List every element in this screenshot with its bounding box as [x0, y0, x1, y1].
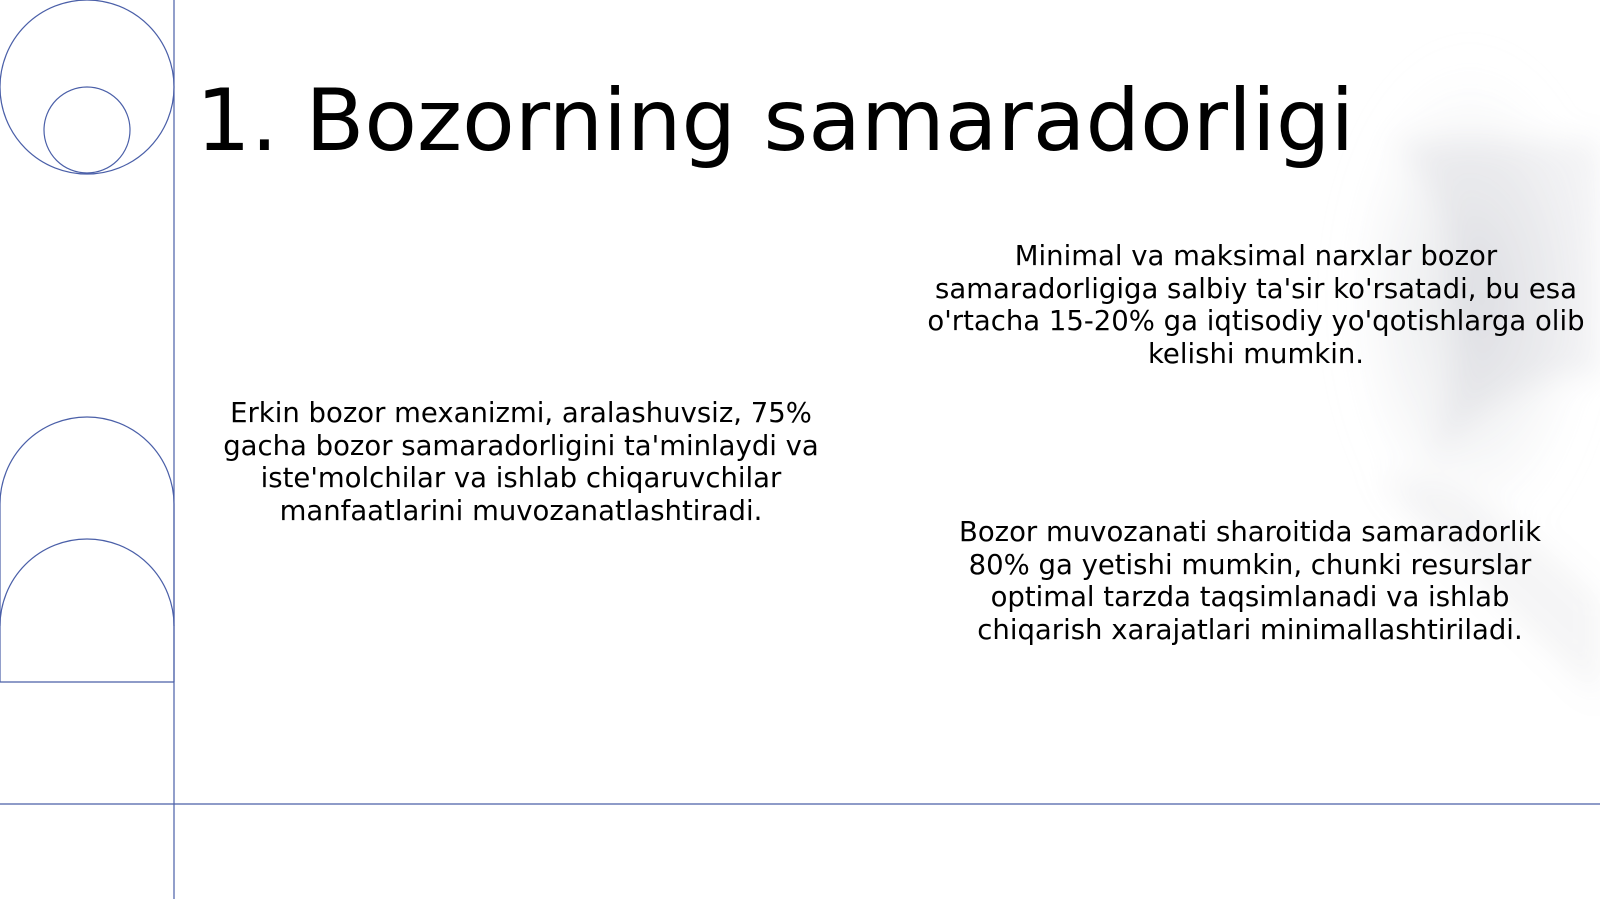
lower-arch — [0, 539, 174, 626]
text-block-market-equilibrium: Bozor muvozanati sharoitida samaradorlik 80% ga yetishi mumkin, chunki resurslar optimal tarzda taqsimlanadi va ishlab chiqarish xarajatlari minimallashtiriladi. — [958, 516, 1542, 646]
text-block-price-controls: Minimal va maksimal narxlar bozor samaradorligiga salbiy ta'sir ko'rsatadi, bu esa o'rtacha 15-20% ga iqtisodiy yo'qotishlarga olib kelishi mumkin. — [927, 240, 1585, 370]
slide-title: 1. Bozorning samaradorligi — [196, 70, 1355, 171]
upper-arch — [0, 417, 174, 682]
top-small-circle — [44, 87, 130, 173]
text-block-free-market: Erkin bozor mexanizmi, aralashuvsiz, 75% gacha bozor samaradorligini ta'minlaydi va iste'molchilar va ishlab chiqaruvchilar manfaatlarini muvozanatlashtiradi. — [223, 397, 819, 527]
